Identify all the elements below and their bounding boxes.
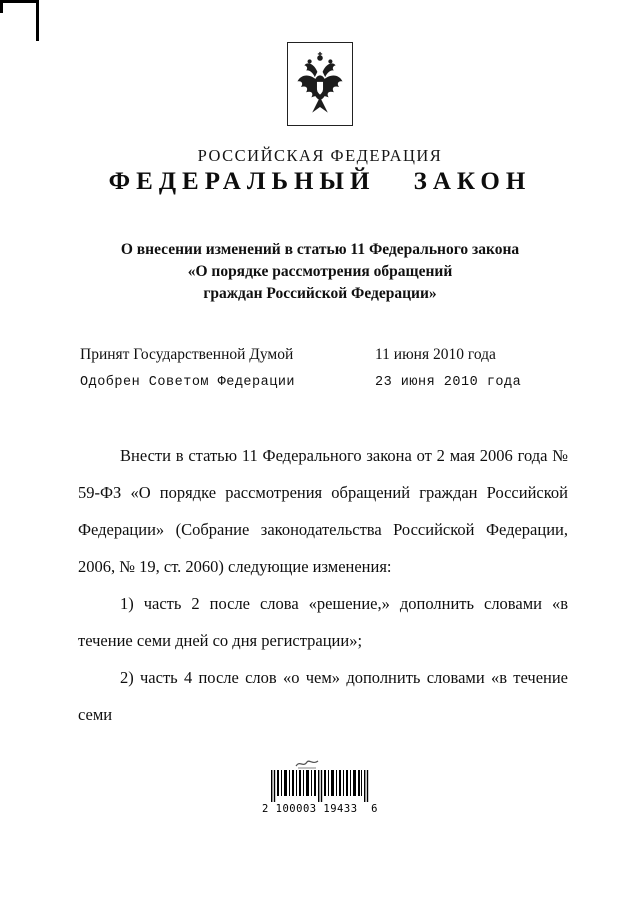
duma-label: Принят Государственной Думой <box>80 346 294 363</box>
body-paragraph-3: 2) часть 4 после слов «о чем» дополнить словами «в течение семи <box>78 668 568 724</box>
law-title-line1: О внесении изменений в статью 11 Федерального закона <box>120 241 520 258</box>
body-paragraph-2: 1) часть 2 после слова «решение,» дополнить словами «в течение семи дней со дня регистрации»; <box>78 594 568 650</box>
law-body <box>78 437 568 733</box>
scan-artifact-edge-line <box>0 0 3 13</box>
law-title-line2: «О порядке рассмотрения обращений <box>187 263 453 280</box>
country-heading: РОССИЙСКАЯ ФЕДЕРАЦИЯ <box>197 146 443 165</box>
russian-coat-of-arms-icon <box>294 51 346 117</box>
law-title <box>0 239 640 305</box>
coat-of-arms-frame <box>287 42 353 126</box>
ink-mark <box>294 758 320 769</box>
scan-artifact-corner-line <box>36 0 39 41</box>
body-paragraph-1: Внести в статью 11 Федерального закона от 2 мая 2006 года № 59-ФЗ «О порядке рассмотрения обращений граждан Российской Федерации» (Собрание законодательства Российской Федерации, 2006, № 19, ст. 2060) следующие изменения: <box>78 446 568 576</box>
barcode-digits: 2 100003 19433 6 <box>262 803 378 815</box>
adoption-duma-row <box>80 341 570 369</box>
law-title-line3: граждан Российской Федерации» <box>203 285 437 302</box>
council-label: Одобрен Советом Федерации <box>80 375 296 390</box>
barcode-image <box>271 770 369 802</box>
barcode-block <box>260 758 380 815</box>
scan-artifact-top-line <box>0 0 38 3</box>
duma-date: 11 июня 2010 года <box>375 346 496 363</box>
document-type-heading: ФЕДЕРАЛЬНЫЙ ЗАКОН <box>108 168 532 195</box>
adoption-council-row <box>80 369 570 397</box>
council-date: 23 июня 2010 года <box>375 375 522 390</box>
adoption-block <box>80 341 570 397</box>
